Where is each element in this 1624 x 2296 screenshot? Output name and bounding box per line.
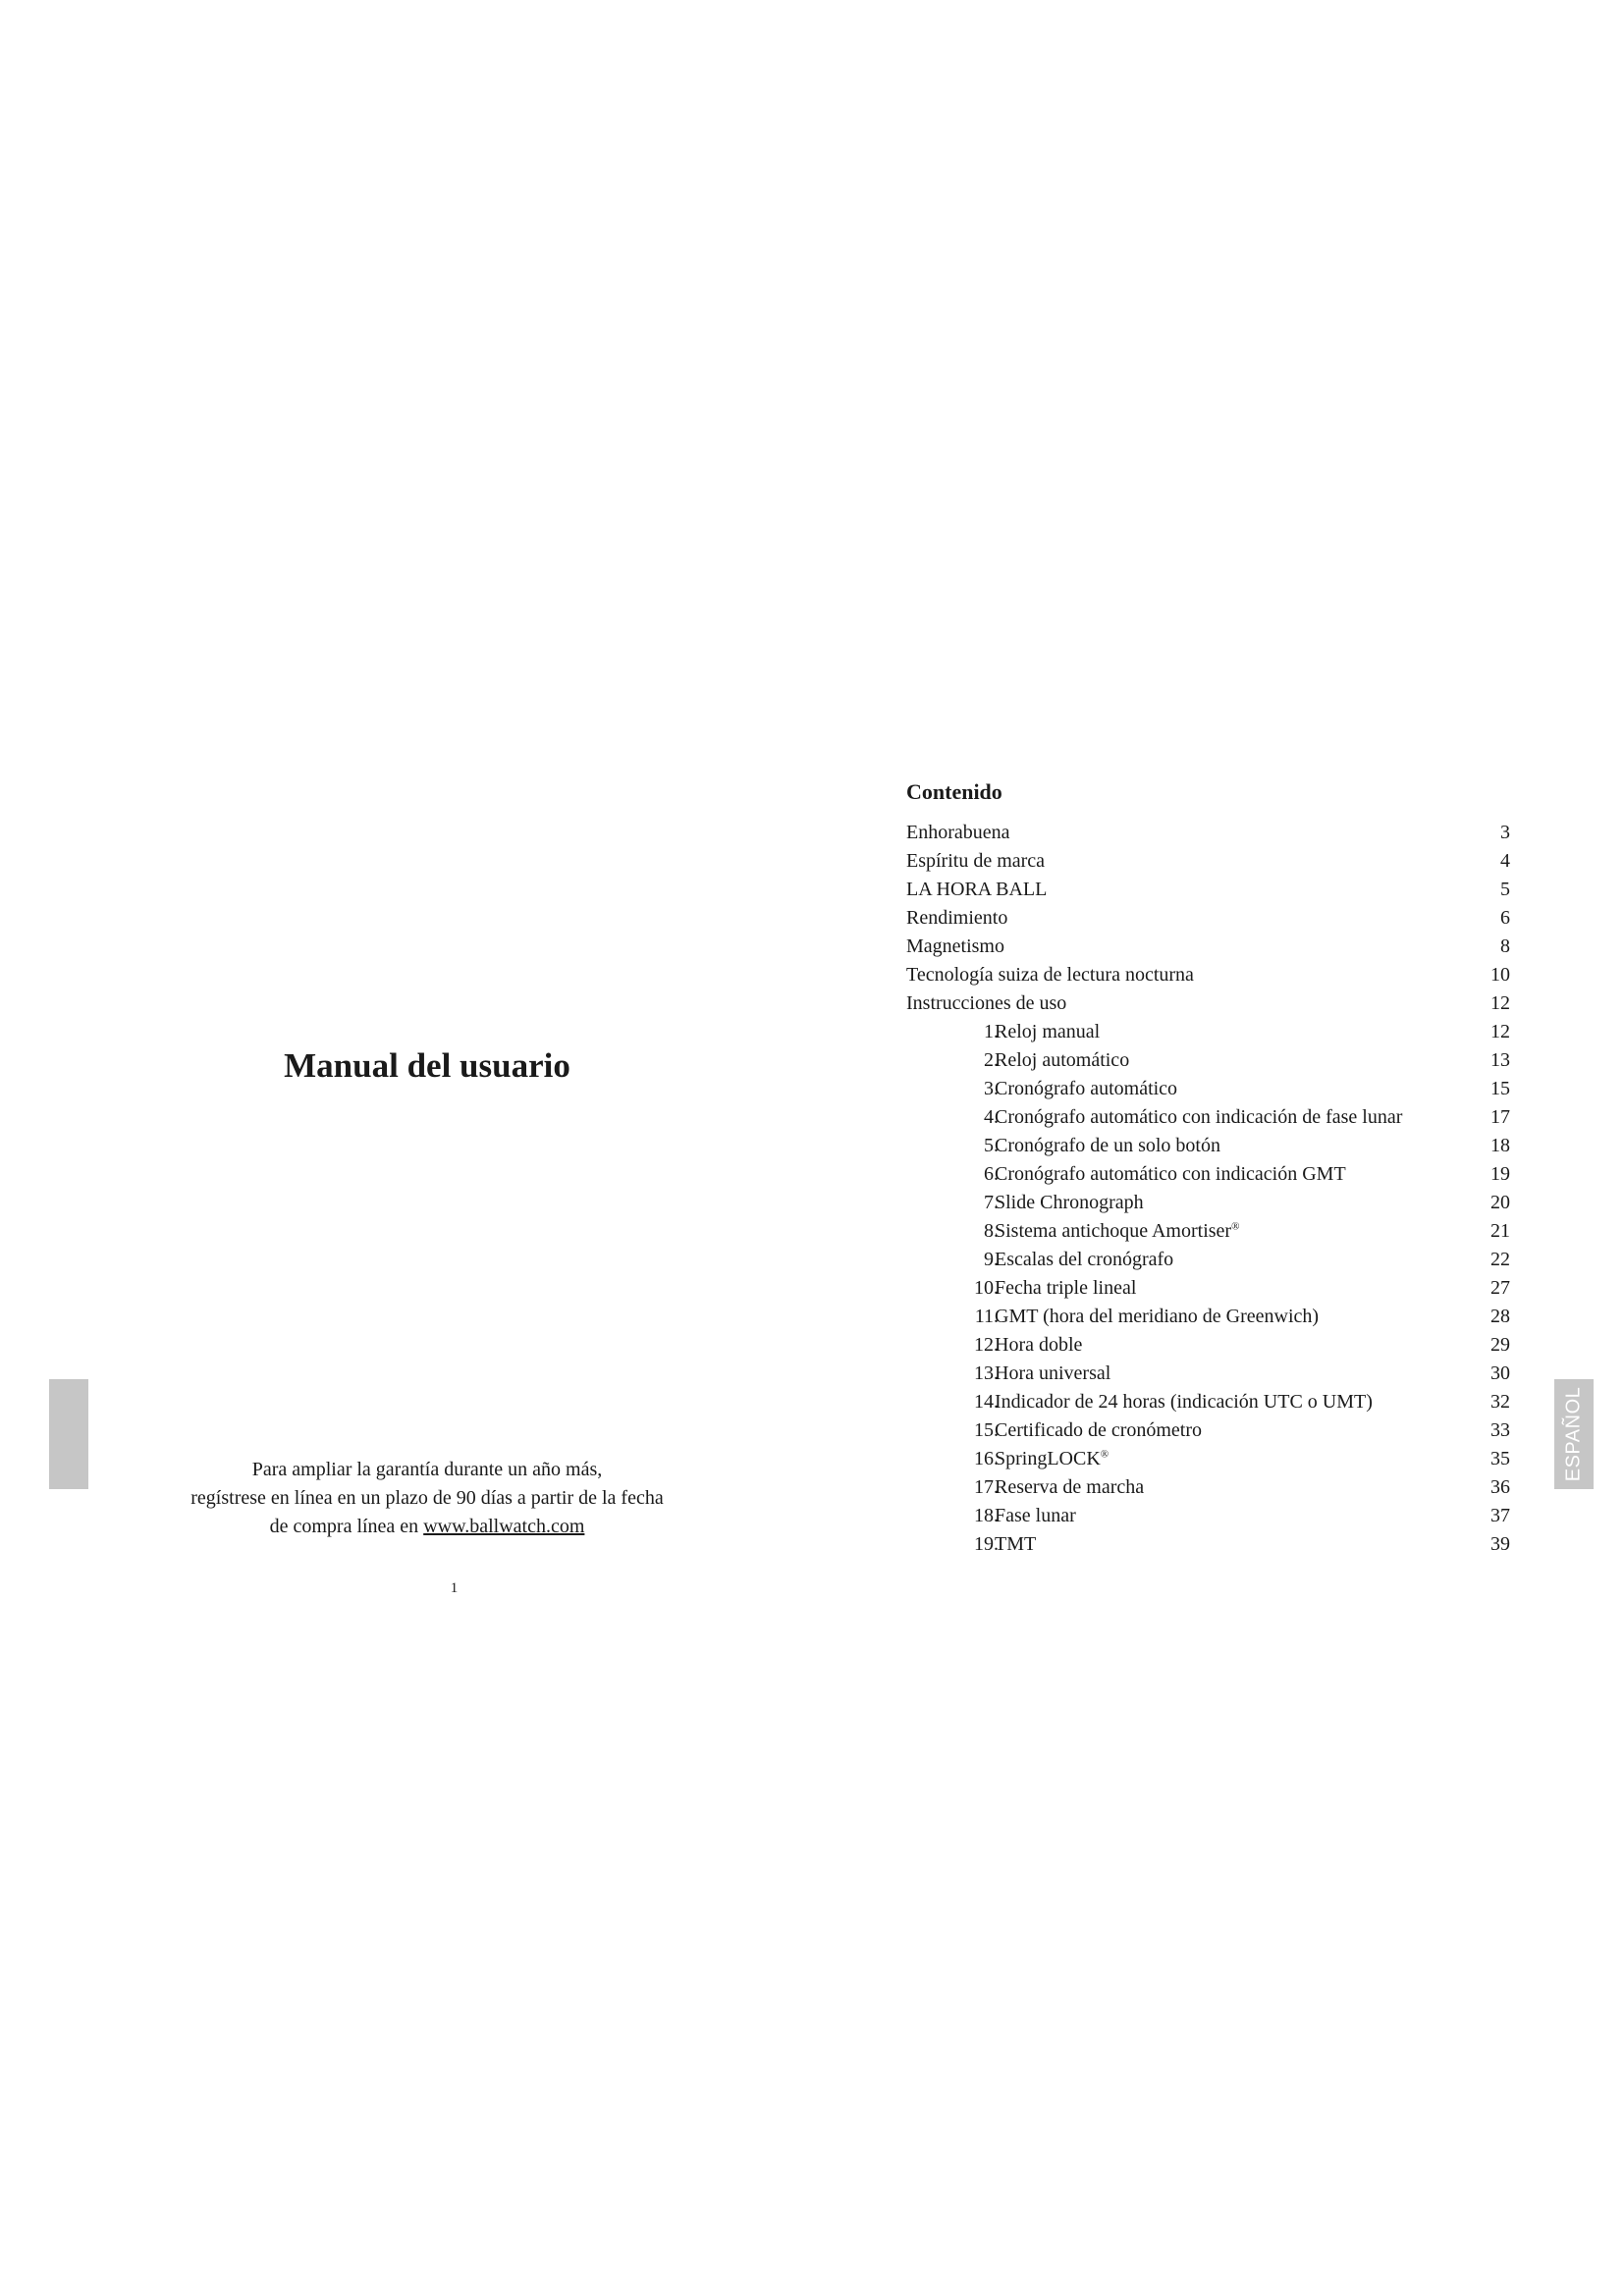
toc-entry-label: Instrucciones de uso [906,992,1067,1014]
toc-sub-entry-text: Fecha triple lineal [995,1277,1137,1299]
toc-sub-entry-number: 12. [974,1334,999,1356]
toc-sub-entry-page: 12 [1490,1021,1510,1042]
toc-sub-entry-label [995,1530,1036,1559]
warranty-line-3 [0,1513,854,1541]
toc-sub-entry-label [995,1160,1346,1189]
registered-mark: ® [1100,1448,1110,1461]
toc-sub-entry-page: 19 [1490,1163,1510,1185]
toc-sub-entry-label [995,1303,1319,1331]
toc-sub-entry-number: 10. [974,1277,999,1299]
toc-sub-entry-number: 2. [984,1049,999,1071]
toc-sub-entry-text: Cronógrafo de un solo botón [995,1135,1220,1156]
toc-sub-entry-number: 11. [974,1306,999,1327]
toc-sub-entry[interactable] [906,1018,1510,1046]
toc-sub-entry-label [995,1103,1402,1132]
registered-mark: ® [1231,1220,1240,1233]
toc-entry-page: 8 [1500,935,1510,957]
toc-entry-page: 3 [1500,822,1510,843]
toc-sub-entry-page: 39 [1490,1533,1510,1555]
toc-sub-entry-label [995,1132,1220,1160]
toc-entry[interactable] [906,876,1510,904]
toc-sub-entry[interactable] [906,1502,1510,1530]
toc-entry-page: 6 [1500,907,1510,929]
toc-sub-entry-page: 27 [1490,1277,1510,1299]
toc-sub-entry-text: Hora universal [995,1362,1111,1384]
toc-sub-entry-page: 37 [1490,1505,1510,1526]
toc-entry[interactable] [906,989,1510,1018]
toc-sub-entry[interactable] [906,1388,1510,1416]
toc-sub-entry[interactable] [906,1331,1510,1360]
toc-sub-entry-page: 15 [1490,1078,1510,1099]
toc-sub-entry[interactable] [906,1246,1510,1274]
toc-sub-entry-label [995,1416,1202,1445]
toc-sub-entry-page: 22 [1490,1249,1510,1270]
toc-sub-entry-text: Indicador de 24 horas (indicación UTC o UMT) [995,1391,1373,1413]
warranty-line-1: Para ampliar la garantía durante un año más, [251,1459,603,1480]
toc-sub-entry-page: 18 [1490,1135,1510,1156]
toc-sub-entry[interactable] [906,1360,1510,1388]
toc-sub-entry[interactable] [906,1160,1510,1189]
toc-sub-entry-number: 17. [974,1476,999,1498]
toc-entry-label: Tecnología suiza de lectura nocturna [906,964,1194,986]
toc-sub-entry-label [995,1445,1109,1473]
toc-sub-entry-label [995,1075,1177,1103]
toc-sub-entry-label [995,1217,1239,1246]
toc-sub-entry-text: Cronógrafo automático con indicación de fase lunar [995,1106,1403,1128]
toc-sub-entry-page: 20 [1490,1192,1510,1213]
toc-sub-entry-number: 8. [984,1220,999,1242]
toc-entry-page: 12 [1490,992,1510,1014]
toc-sub-entry-text: Slide Chronograph [995,1192,1144,1213]
language-tab-label: ESPAÑOL [1562,1386,1585,1482]
page-number: 1 [450,1580,459,1596]
toc-sub-entry-label [995,1046,1129,1075]
toc-sub-entry-text: Reloj manual [995,1021,1101,1042]
toc-sub-entry-page: 28 [1490,1306,1510,1327]
toc-sub-entry-text: Escalas del cronógrafo [995,1249,1174,1270]
toc-sub-entry[interactable] [906,1445,1510,1473]
toc-sub-entry-label [995,1360,1110,1388]
toc-sub-entry-page: 13 [1490,1049,1510,1071]
warranty-line-2: regístrese en línea en un plazo de 90 días a partir de la fecha [190,1487,664,1509]
toc-sub-entry[interactable] [906,1046,1510,1075]
toc-sub-entry-number: 3. [984,1078,999,1099]
toc-sub-entry-text: Certificado de cronómetro [995,1419,1203,1441]
toc-sub-entry-number: 15. [974,1419,999,1441]
toc-sub-entry-number: 16. [974,1448,999,1469]
toc-sub-entry-label [995,1502,1076,1530]
toc-sub-entry-text: Cronógrafo automático con indicación GMT [995,1163,1346,1185]
toc-entry[interactable] [906,819,1510,847]
toc-sub-entry-label [995,1388,1373,1416]
toc-sub-entry[interactable] [906,1189,1510,1217]
language-tab [1554,1379,1594,1489]
toc-sub-entry-text: SpringLOCK [995,1448,1101,1469]
page-title: Manual del usuario [284,1046,570,1085]
warranty-note [0,1456,854,1541]
table-of-contents [906,819,1510,1559]
toc-sub-entry-text: Cronógrafo automático [995,1078,1178,1099]
toc-entry[interactable] [906,933,1510,961]
toc-entry-label: Rendimiento [906,907,1008,929]
ballwatch-link[interactable]: www.ballwatch.com [423,1516,585,1537]
toc-sub-entry-text: Reserva de marcha [995,1476,1145,1498]
toc-entry-page: 10 [1490,964,1510,986]
toc-sub-entry-number: 19. [974,1533,999,1555]
toc-entry-label: Magnetismo [906,935,1004,957]
toc-sub-entry-page: 35 [1490,1448,1510,1469]
toc-entry-page: 4 [1500,850,1510,872]
toc-sub-entry[interactable] [906,1416,1510,1445]
toc-entry[interactable] [906,904,1510,933]
toc-sub-entry-text: Reloj automático [995,1049,1130,1071]
toc-entry[interactable] [906,961,1510,989]
toc-sub-entry-label [995,1331,1082,1360]
toc-entry-label: LA HORA BALL [906,879,1048,900]
toc-sub-entry-text: Hora doble [995,1334,1083,1356]
toc-sub-entry-number: 5. [984,1135,999,1156]
toc-sub-entry-text: Sistema antichoque Amortiser [995,1220,1232,1242]
toc-sub-entry[interactable] [906,1132,1510,1160]
toc-sub-entry-text: GMT (hora del meridiano de Greenwich) [995,1306,1320,1327]
toc-sub-entry-label [995,1274,1136,1303]
toc-sub-entry-number: 4. [984,1106,999,1128]
toc-sub-entry[interactable] [906,1303,1510,1331]
toc-sub-entry[interactable] [906,1103,1510,1132]
toc-sub-entry-page: 32 [1490,1391,1510,1413]
toc-sub-entry-page: 36 [1490,1476,1510,1498]
toc-sub-entry[interactable] [906,1473,1510,1502]
toc-entry[interactable] [906,847,1510,876]
toc-sub-entry-label [995,1473,1144,1502]
toc-sub-entry-text: Fase lunar [995,1505,1076,1526]
toc-sub-entry-label [995,1246,1173,1274]
toc-sub-entry-number: 18. [974,1505,999,1526]
toc-sub-entry-text: TMT [995,1533,1037,1555]
toc-sub-entry[interactable] [906,1217,1510,1246]
toc-entry-label: Espíritu de marca [906,850,1046,872]
toc-sub-entry-number: 6. [984,1163,999,1185]
toc-sub-entry-page: 30 [1490,1362,1510,1384]
toc-sub-entry-page: 17 [1490,1106,1510,1128]
warranty-line-3-text: de compra línea en [269,1516,424,1537]
toc-entry-label: Enhorabuena [906,822,1010,843]
toc-sub-entry[interactable] [906,1274,1510,1303]
toc-sub-entry[interactable] [906,1075,1510,1103]
toc-heading: Contenido [906,779,1002,804]
toc-sub-entry-number: 13. [974,1362,999,1384]
toc-sub-entry-label [995,1018,1100,1046]
toc-sub-entry-number: 7. [984,1192,999,1213]
toc-sub-entry-page: 29 [1490,1334,1510,1356]
toc-sub-entry-label [995,1189,1144,1217]
toc-sub-entry-number: 14. [974,1391,999,1413]
toc-sub-entry-page: 33 [1490,1419,1510,1441]
toc-sub-entry[interactable] [906,1530,1510,1559]
toc-entry-page: 5 [1500,879,1510,900]
toc-sub-entry-page: 21 [1490,1220,1510,1242]
toc-sub-entry-number: 9. [984,1249,999,1270]
toc-sub-entry-number: 1. [984,1021,999,1042]
